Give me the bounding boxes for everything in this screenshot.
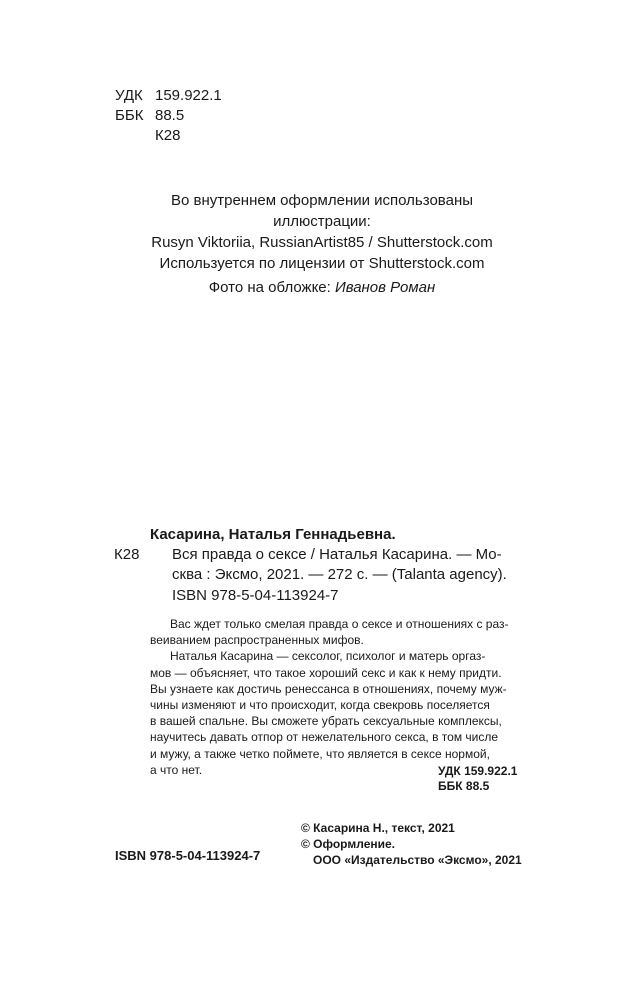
copyright-publisher-line: ООО «Издательство «Эксмо», 2021 — [313, 853, 522, 867]
annotation-line: Наталья Касарина — сексолог, психолог и матерь оргаз- — [170, 649, 486, 664]
annotation-line: Вы узнаете как достичь ренессанса в отношениях, почему муж- — [150, 681, 507, 696]
card-isbn: ISBN 978-5-04-113924-7 — [172, 587, 339, 604]
card-author: Касарина, Наталья Геннадьевна. — [150, 526, 396, 543]
credits-line: Во внутреннем оформлении использованы — [170, 192, 474, 209]
annotation-line: научитесь давать отпор от нежелательного секса, в том числе — [150, 730, 499, 745]
bbk-bottom: ББК 88.5 — [438, 779, 490, 793]
cover-photo-credit — [60, 277, 584, 298]
copyright-block — [301, 820, 522, 868]
annotation-line: в вашей спальне. Вы сможете убрать сексуальные комплексы, — [150, 714, 502, 729]
classification-bottom — [438, 764, 517, 794]
annotation — [150, 616, 534, 778]
annotation-line: а что нет. — [150, 762, 203, 777]
illustration-credits — [60, 190, 584, 274]
udk-row — [115, 86, 222, 106]
udk-value: 159.922.1 — [155, 87, 222, 104]
photo-label: Фото на обложке: — [208, 279, 335, 296]
credits-line: иллюстрации: — [273, 213, 371, 230]
udk-label: УДК — [115, 87, 143, 104]
credits-line: Используется по лицензии от Shutterstock.com — [159, 255, 485, 272]
credits-line: Rusyn Viktoriia, RussianArtist85 / Shutterstock.com — [151, 234, 493, 251]
annotation-line: Вас ждет только смелая правда о сексе и отношениях с раз- — [170, 617, 509, 631]
bbk-value: 88.5 — [155, 107, 185, 124]
annotation-line: мов — объясняет, что такое хороший секс и как к нему придти. — [150, 665, 502, 680]
udk-bottom: УДК 159.922.1 — [438, 764, 518, 778]
photo-author: Иванов Роман — [334, 279, 436, 296]
card-description-line: сква : Эксмо, 2021. — 272 с. — (Talanta agency). — [172, 566, 507, 583]
copyright-design-line: © Оформление. — [301, 837, 396, 851]
card-code: К28 — [114, 546, 140, 563]
classification-top — [115, 86, 222, 146]
author-mark: К28 — [155, 127, 181, 144]
annotation-line: чины изменяют и что происходит, когда свекровь поселяется — [150, 698, 490, 713]
copyright-text-line: © Касарина Н., текст, 2021 — [301, 821, 455, 835]
isbn-bottom: ISBN 978-5-04-113924-7 — [115, 848, 261, 863]
bbk-row — [115, 106, 222, 126]
card-description-line: Вся правда о сексе / Наталья Касарина. — Мо- — [172, 546, 502, 563]
card-description — [172, 545, 524, 585]
annotation-line: и мужу, а также четко поймете, что является в сексе нормой, — [150, 746, 490, 761]
annotation-line: веиванием распространенных мифов. — [150, 633, 364, 648]
bbk-label: ББК — [115, 107, 144, 124]
